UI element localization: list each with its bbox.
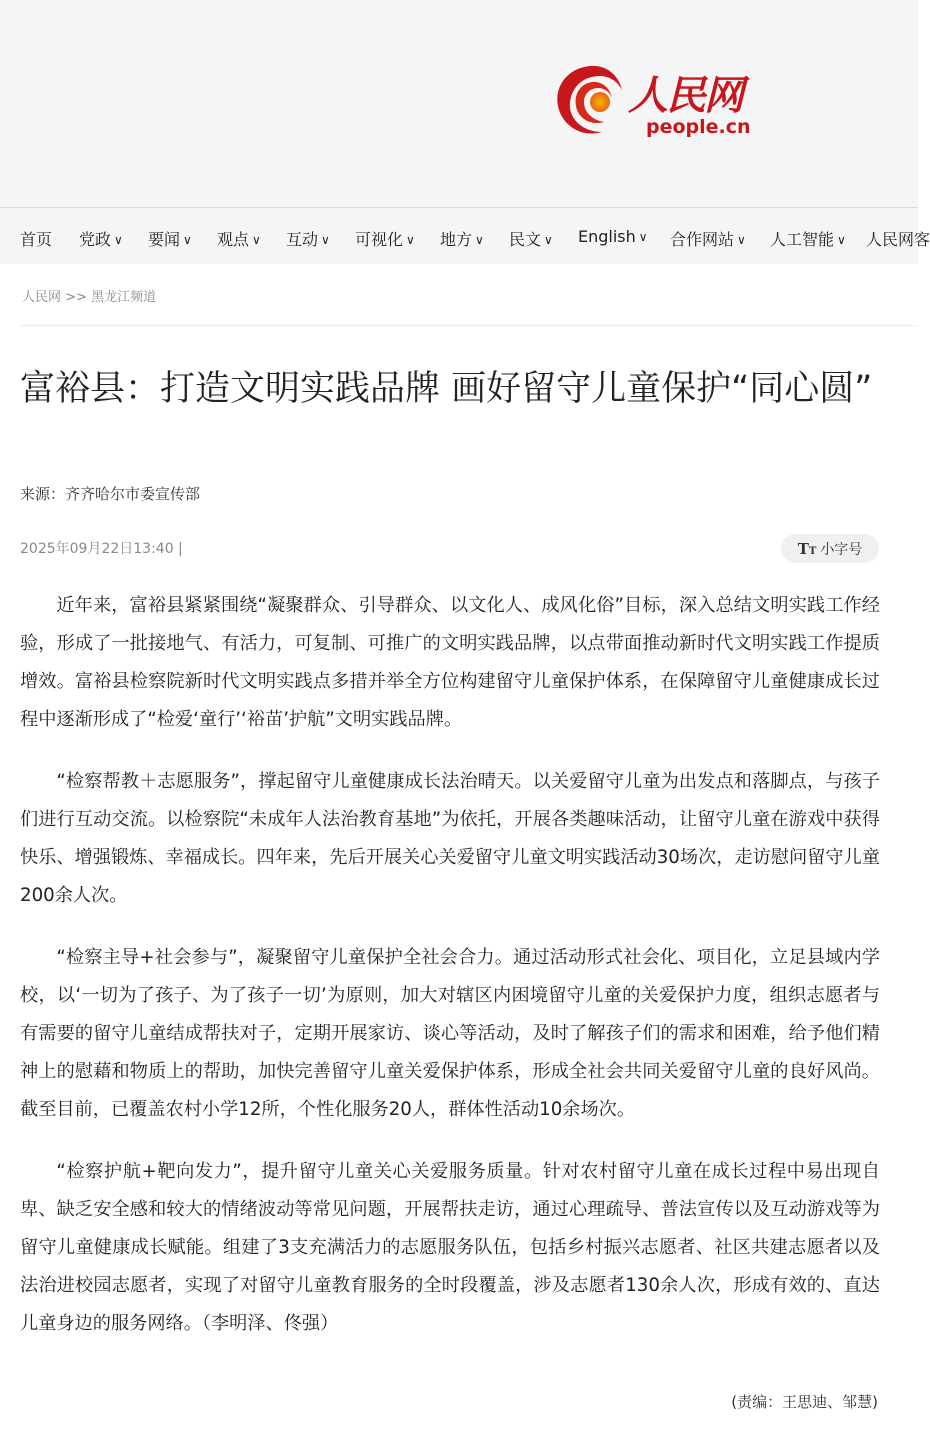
logo-swirl-icon bbox=[552, 60, 630, 140]
nav-item-ai[interactable] bbox=[770, 227, 846, 250]
nav-item-label: 可视化 bbox=[355, 230, 404, 249]
nav-item-partners[interactable] bbox=[670, 227, 746, 250]
nav-item-label: 要闻 bbox=[148, 230, 181, 249]
people-cn-logo[interactable] bbox=[552, 60, 772, 144]
nav-item-label: 互动 bbox=[286, 230, 319, 249]
nav-item-label: English bbox=[578, 227, 636, 246]
main-nav bbox=[0, 207, 930, 264]
chevron-down-icon: ∨ bbox=[737, 233, 746, 247]
nav-item-local[interactable] bbox=[440, 227, 484, 250]
site-header bbox=[0, 0, 918, 207]
article-paragraph: “检察护航+靶向发力”，提升留守儿童关心关爱服务质量。针对农村留守儿童在成长过程中易出现自卑、缺乏安全感和较大的情绪波动等常见问题，开展帮扶走访，通过心理疏导、普法宣传以及互动游戏等为留守儿童健康成长赋能。组建了3支充满活力的志愿服务队伍，包括乡村振兴志愿者、社区共建志愿者以及法治进校园志愿者，实现了对留守儿童教育服务的全时段覆盖，涉及志愿者130余人次，形成有效的、直达儿童身边的服务网络。（李明泽、佟强） bbox=[20, 1161, 880, 1334]
chevron-down-icon: ∨ bbox=[544, 233, 553, 247]
chevron-down-icon: ∨ bbox=[638, 230, 648, 244]
nav-item-label: 党政 bbox=[79, 230, 112, 249]
nav-item-party[interactable] bbox=[79, 227, 123, 250]
nav-item-label: 地方 bbox=[440, 230, 473, 249]
article-paragraph: 近年来，富裕县紧紧围绕“凝聚群众、引导群众、以文化人、成风化俗”目标，深入总结文明实践工作经验，形成了一批接地气、有活力，可复制、可推广的文明实践品牌，以点带面推动新时代文明实践工作提质增效。富裕县检察院新时代文明实践点多措并举全方位构建留守儿童保护体系，在保障留守儿童健康成长过程中逐渐形成了“检爱‘童行’‘裕苗’护航”文明实践品牌。 bbox=[20, 595, 880, 730]
chevron-down-icon: ∨ bbox=[406, 233, 415, 247]
nav-item-visual[interactable] bbox=[355, 227, 415, 250]
breadcrumb-separator: >> bbox=[65, 290, 87, 305]
logo-text-en: people.cn bbox=[646, 116, 751, 138]
nav-item-news[interactable] bbox=[148, 227, 192, 250]
nav-item-label: 观点 bbox=[217, 230, 250, 249]
article-date: 2025年09月22日13:40 | bbox=[20, 541, 183, 557]
nav-item-label: 民文 bbox=[509, 230, 542, 249]
breadcrumb-home-link[interactable]: 人民网 bbox=[22, 290, 62, 305]
breadcrumb-channel-link[interactable]: 黑龙江频道 bbox=[91, 290, 157, 305]
chevron-down-icon: ∨ bbox=[114, 233, 123, 247]
nav-item-opinion[interactable] bbox=[217, 227, 261, 250]
article-paragraph: “检察帮教＋志愿服务”，撑起留守儿童健康成长法治晴天。以关爱留守儿童为出发点和落脚点，与孩子们进行互动交流。以检察院“未成年人法治教育基地”为依托，开展各类趣味活动，让留守儿童在游戏中获得快乐、增强锻炼、幸福成长。四年来，先后开展关心关爱留守儿童文明实践活动30场次，走访慰问留守儿童200余人次。 bbox=[20, 771, 880, 906]
font-size-toggle-label: 小字号 bbox=[820, 541, 863, 558]
article-body bbox=[20, 587, 880, 1367]
breadcrumb bbox=[22, 286, 156, 305]
nav-item-minwen[interactable] bbox=[509, 227, 553, 250]
article-title: 富裕县：打造文明实践品牌 画好留守儿童保护“同心圆” bbox=[20, 369, 873, 409]
text-size-icon: TT bbox=[797, 539, 817, 558]
logo-text-cn: 人民网 bbox=[628, 72, 742, 119]
nav-item-label: 合作网站 bbox=[670, 230, 735, 249]
chevron-down-icon: ∨ bbox=[321, 233, 330, 247]
article-editor: (责编：王思迪、邹慧) bbox=[731, 1393, 878, 1411]
chevron-down-icon: ∨ bbox=[475, 233, 484, 247]
nav-item-label: 人工智能 bbox=[770, 230, 835, 249]
chevron-down-icon: ∨ bbox=[183, 233, 192, 247]
nav-item-client[interactable] bbox=[866, 227, 930, 250]
nav-item-home[interactable] bbox=[20, 227, 52, 250]
chevron-down-icon: ∨ bbox=[837, 233, 846, 247]
article-paragraph: “检察主导+社会参与”，凝聚留守儿童保护全社会合力。通过活动形式社会化、项目化，立足县域内学校，以‘一切为了孩子、为了孩子一切’为原则，加大对辖区内困境留守儿童的关爱保护力度，组织志愿者与有需要的留守儿童结成帮扶对子，定期开展家访、谈心等活动，及时了解孩子们的需求和困难，给予他们精神上的慰藉和物质上的帮助，加快完善留守儿童关爱保护体系，形成全社会共同关爱留守儿童的良好风尚。截至目前，已覆盖农村小学12所，个性化服务20人，群体性活动10余场次。 bbox=[20, 947, 880, 1120]
nav-item-english[interactable] bbox=[578, 227, 648, 246]
article-source: 来源：齐齐哈尔市委宣传部 bbox=[20, 485, 201, 503]
nav-item-label: 首页 bbox=[20, 230, 53, 249]
nav-item-interact[interactable] bbox=[286, 227, 330, 250]
nav-item-label: 人民网客 bbox=[866, 230, 930, 249]
font-size-toggle-button[interactable] bbox=[781, 534, 879, 563]
divider bbox=[20, 325, 918, 326]
chevron-down-icon: ∨ bbox=[252, 233, 261, 247]
